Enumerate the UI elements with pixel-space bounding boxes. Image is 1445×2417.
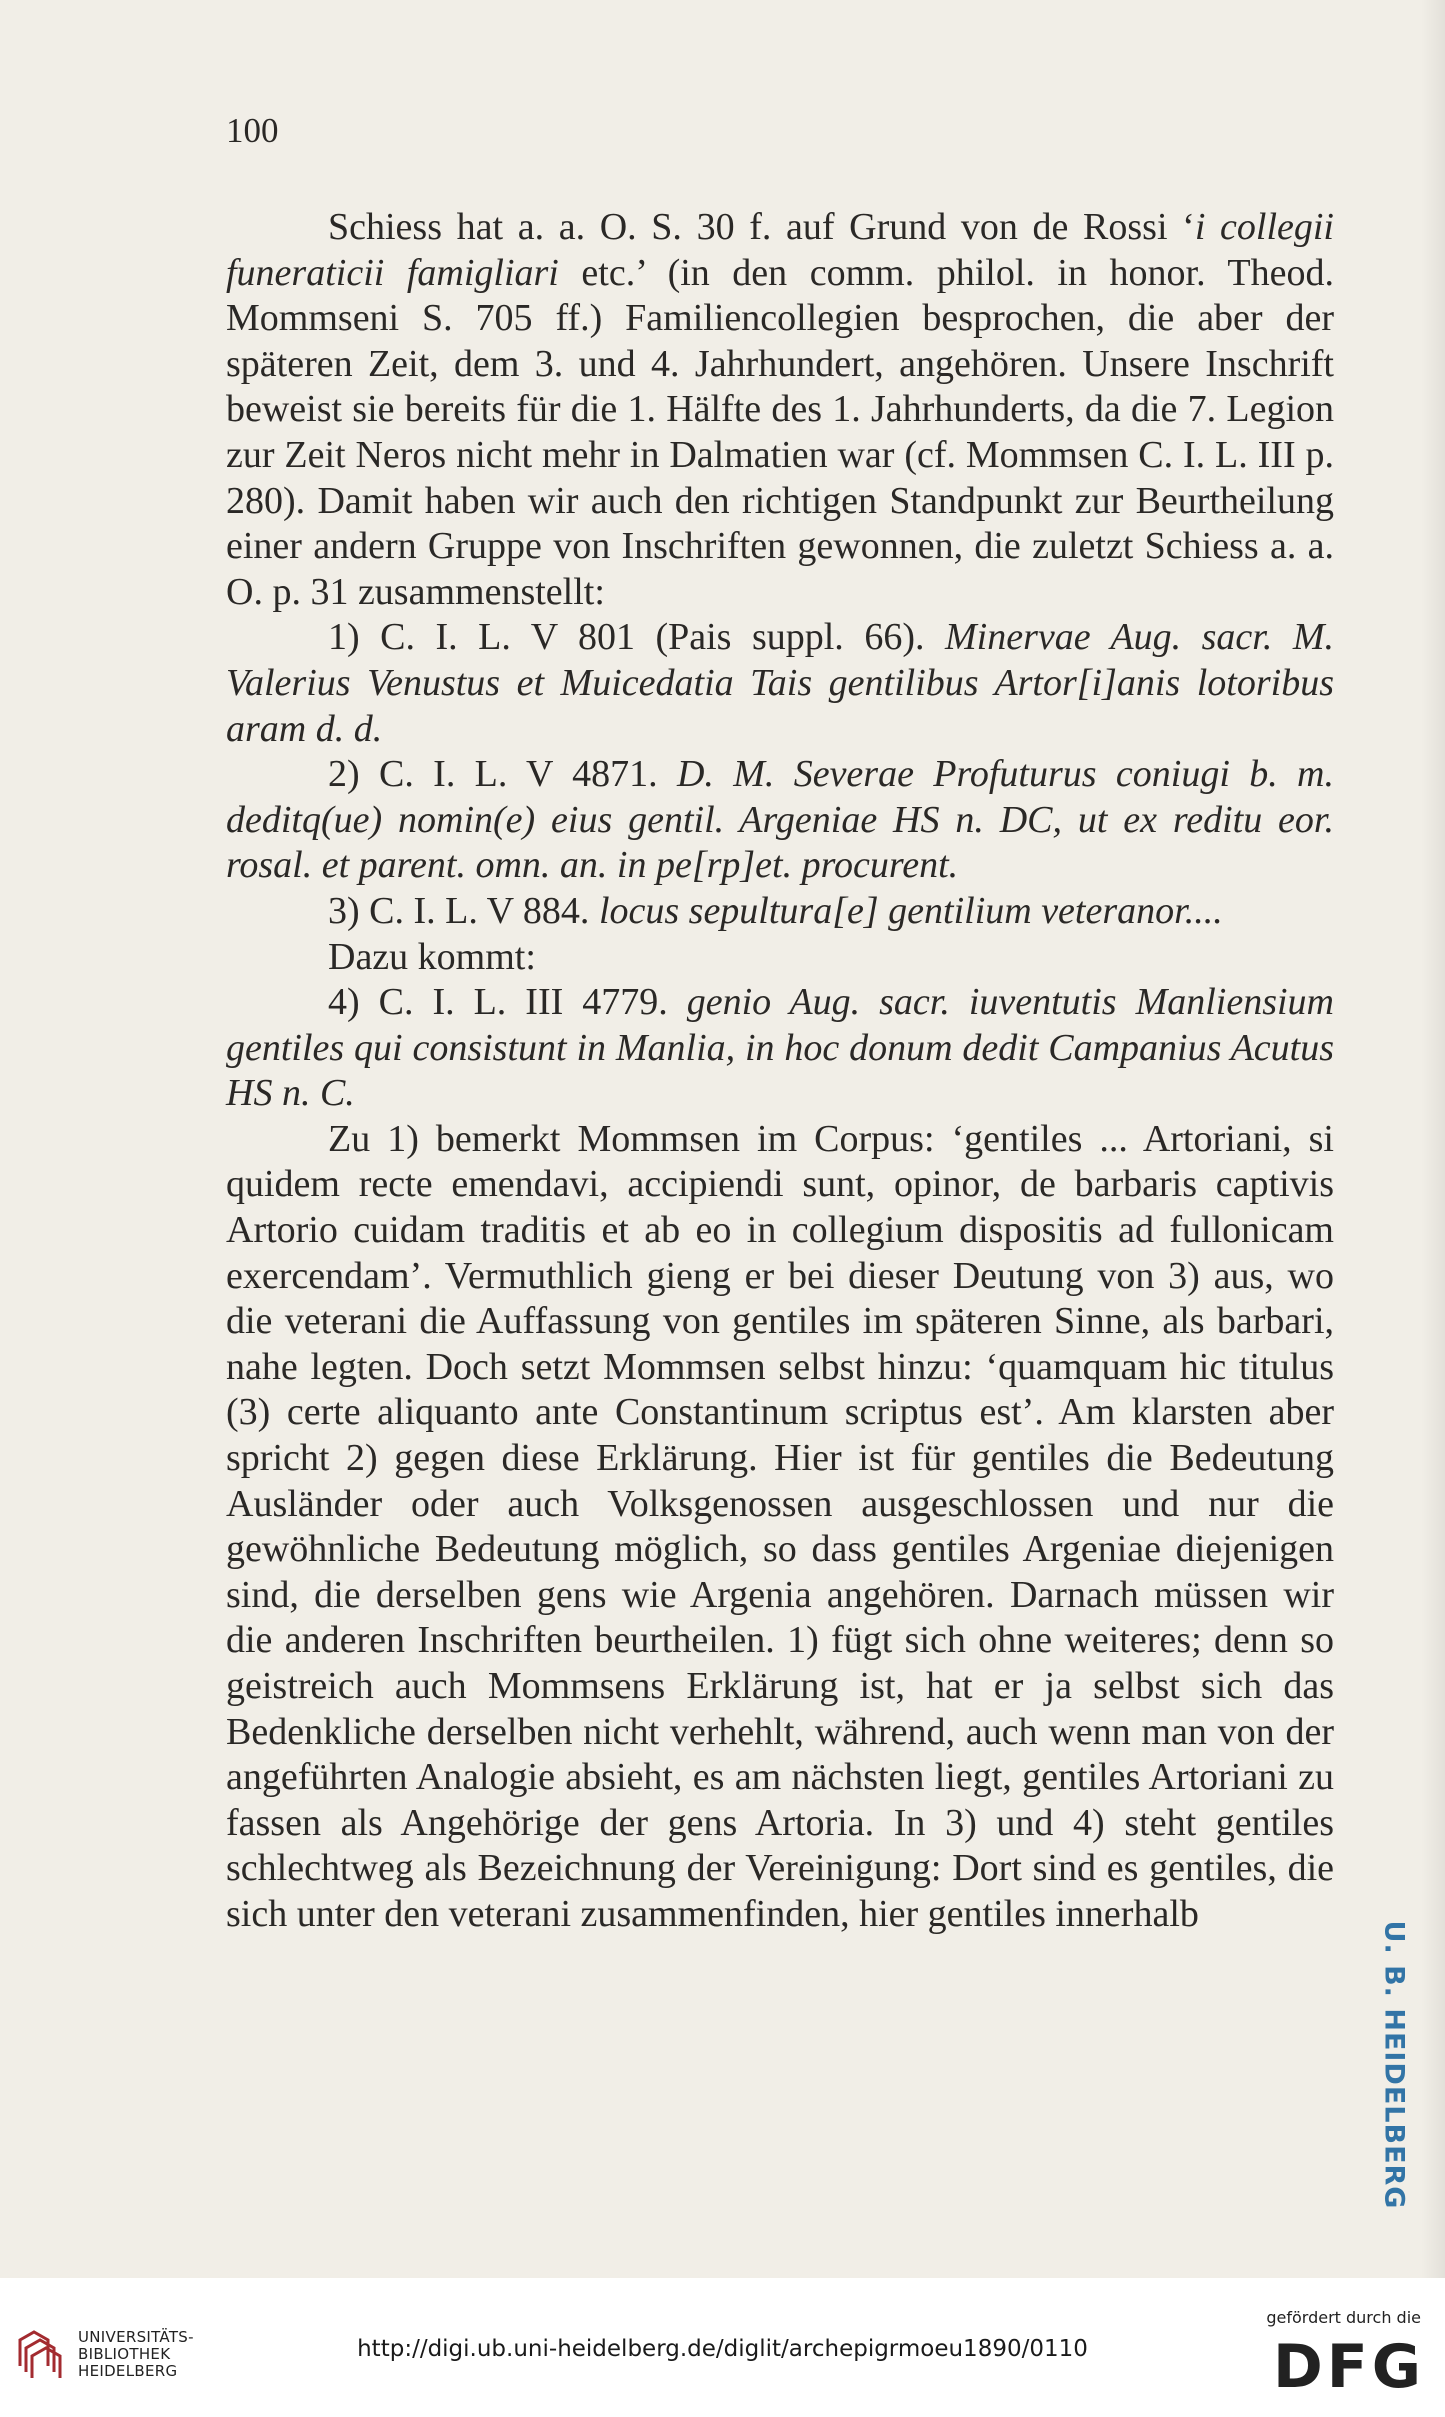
permalink-url[interactable]: http://digi.ub.uni-heidelberg.de/diglit/archepigrmoeu1890/0110 xyxy=(357,2336,1088,2362)
university-name: UNIVERSITÄTS- BIBLIOTHEK HEIDELBERG xyxy=(78,2328,194,2380)
italic-text: genio Aug. sacr. iuventutis Manliensium gentiles qui consistunt in Manlia, in hoc donum dedit Campanius Acutus HS n. C. xyxy=(226,981,1334,1115)
italic-text: i collegii funeraticii famigliari xyxy=(226,206,1334,294)
library-stamp-text: U. B. HEIDELBERG xyxy=(1378,1920,1410,2210)
dfg-logo-text: DFG xyxy=(1273,2332,1426,2402)
italic-text: D. M. Severae Profuturus coniugi b. m. deditq(ue) nomin(e) eius gentil. Argeniae HS n. DC, ut ex reditu eor. rosal. et parent. omn. an. in pe[rp]et. procurent. xyxy=(226,753,1334,887)
text-run: 1) C. I. L. V 801 (Pais suppl. 66). xyxy=(328,616,945,659)
text-run: Dazu kommt: xyxy=(328,935,536,978)
funded-by-label: gefördert durch die xyxy=(1266,2308,1421,2327)
paragraph xyxy=(226,752,1334,889)
footer xyxy=(0,2278,1445,2417)
paragraph xyxy=(226,615,1334,752)
paragraph xyxy=(226,935,1334,981)
italic-text: locus sepultura[e] gentilium veteranor.... xyxy=(598,889,1223,932)
page-number: 100 xyxy=(226,111,279,150)
library-stamp xyxy=(1374,1905,1414,2225)
text-run: 4) C. I. L. III 4779. xyxy=(328,981,687,1024)
paragraph xyxy=(226,205,1334,615)
paragraph xyxy=(226,1117,1334,1938)
page-text xyxy=(226,205,1334,1938)
paragraph xyxy=(226,889,1334,935)
text-run: Schiess hat a. a. O. S. 30 f. auf Grund von de Rossi ‘ xyxy=(328,206,1195,248)
text-run: 3) C. I. L. V 884. xyxy=(328,889,599,932)
text-run: Zu 1) bemerkt Mommsen im Corpus: ‘gentiles ... Artoriani, si quidem recte emendavi, accipiendi sunt, opinor, de barbaris captivis Artorio cuidam traditis et ab eo in collegium dispositis ad fullonicam exercendam’. Vermuthlich gieng er bei dieser Deutung von 3) aus, wo die veterani die Auffassung von gentiles im späteren Sinne, als barbari, nahe legten. Doch setzt Mommsen selbst hinzu: ‘quamquam hic titulus (3) certe aliquanto ante Constantinum scriptus est’. Am klarsten aber spricht 2) gegen diese Erklärung. Hier ist für gentiles die Bedeutung Ausländer oder auch Volksgenossen ausgeschlossen und nur die gewöhnliche Bedeutung möglich, so dass gentiles Argeniae diejenigen sind, die derselben gens wie Argenia angehören. Darnach müssen wir die anderen Inschriften beurtheilen. 1) fügt sich ohne weiteres; denn so geistreich auch Mommsens Erklärung ist, hat er ja selbst sich das Bedenkliche derselben nicht verhehlt, während, auch wenn man von der angeführten Analogie absieht, es am nächsten liegt, gentiles Artoriani zu fassen als Angehörige der gens Artoria. In 3) und 4) steht gentiles schlechtweg als Bezeichnung der Vereinigung: Dort sind es gentiles, die sich unter den veterani zusammenfinden, hier gentiles innerhalb xyxy=(226,1117,1334,1935)
dfg-logo xyxy=(1273,2332,1426,2402)
italic-text: Minervae Aug. sacr. M. Valerius Venustus et Muicedatia Tais gentilibus Artor[i]anis lotoribus aram d. d. xyxy=(226,616,1335,750)
paragraph xyxy=(226,980,1334,1117)
text-run: etc.’ (in den comm. philol. in honor. Theod. Mommseni S. 705 ff.) Familiencollegien besprochen, die aber der späteren Zeit, dem 3. und 4. Jahrhundert, angehören. Unsere Inschrift beweist sie bereits für die 1. Hälfte des 1. Jahrhunderts, da die 7. Legion zur Zeit Neros nicht mehr in Dalmatien war (cf. Mommsen C. I. L. III p. 280). Damit haben wir auch den richtigen Standpunkt zur Beurtheilung einer andern Gruppe von Inschriften gewonnen, die zuletzt Schiess a. a. O. p. 31 zusammenstellt: xyxy=(226,251,1335,613)
text-run: 2) C. I. L. V 4871. xyxy=(328,753,677,796)
